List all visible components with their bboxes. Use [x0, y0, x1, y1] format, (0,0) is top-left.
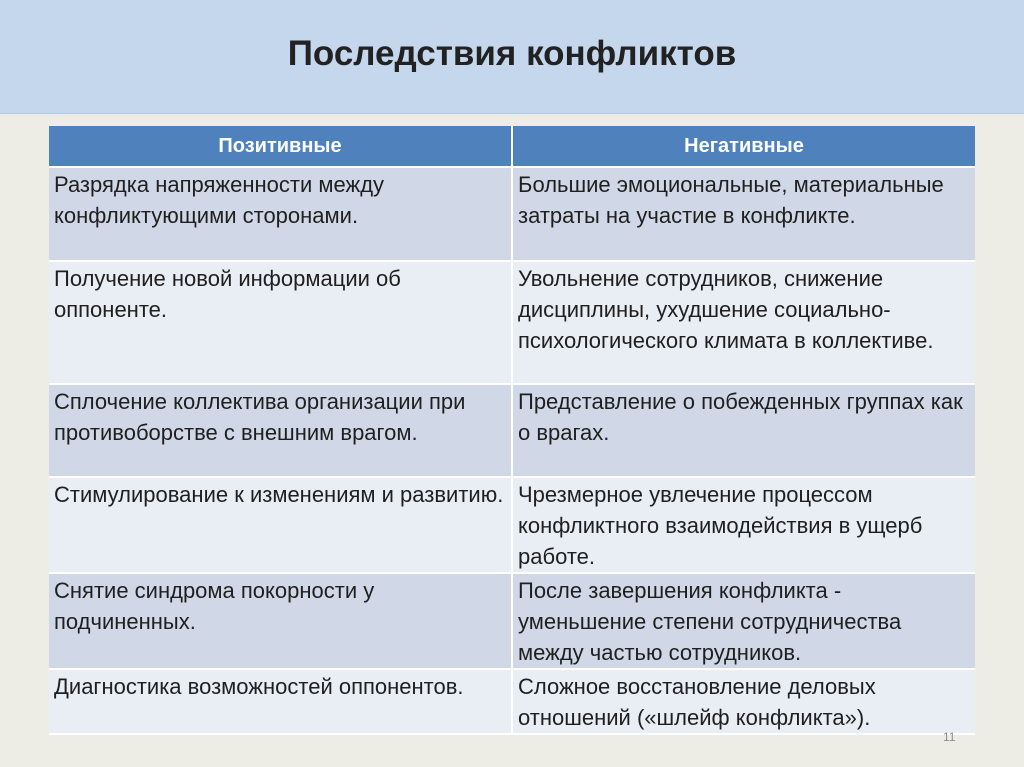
cell-negative: Большие эмоциональные, материальные затраты на участие в конфликте.	[512, 167, 975, 261]
cell-positive: Снятие синдрома покорности у подчиненных.	[49, 573, 512, 669]
table-row	[49, 384, 975, 477]
table-row	[49, 477, 975, 573]
slide-title: Последствия конфликтов	[287, 34, 737, 73]
cell-negative: Увольнение сотрудников, снижение дисциплины, ухудшение социально-психологического климата в коллективе.	[512, 261, 975, 384]
cell-negative: Представление о побежденных группах как о врагах.	[512, 384, 975, 477]
consequences-table-container	[49, 126, 975, 735]
table-header-row	[49, 126, 975, 167]
cell-positive: Разрядка напряженности между конфликтующими сторонами.	[49, 167, 512, 261]
cell-positive: Стимулирование к изменениям и развитию.	[49, 477, 512, 573]
cell-positive: Получение новой информации об оппоненте.	[49, 261, 512, 384]
cell-negative: Чрезмерное увлечение процессом конфликтного взаимодействия в ущерб работе.	[512, 477, 975, 573]
table-row	[49, 261, 975, 384]
title-band	[0, 0, 1024, 114]
cell-negative: Сложное восстановление деловых отношений («шлейф конфликта»).	[512, 669, 975, 734]
cell-negative: После завершения конфликта - уменьшение степени сотрудничества между частью сотрудников.	[512, 573, 975, 669]
cell-positive: Сплочение коллектива организации при противоборстве с внешним врагом.	[49, 384, 512, 477]
table-row	[49, 669, 975, 734]
table-row	[49, 573, 975, 669]
header-negative: Негативные	[512, 126, 975, 167]
cell-positive: Диагностика возможностей оппонентов.	[49, 669, 512, 734]
page-number: 11	[943, 730, 956, 744]
table-row	[49, 167, 975, 261]
header-positive: Позитивные	[49, 126, 512, 167]
consequences-table	[49, 126, 975, 735]
